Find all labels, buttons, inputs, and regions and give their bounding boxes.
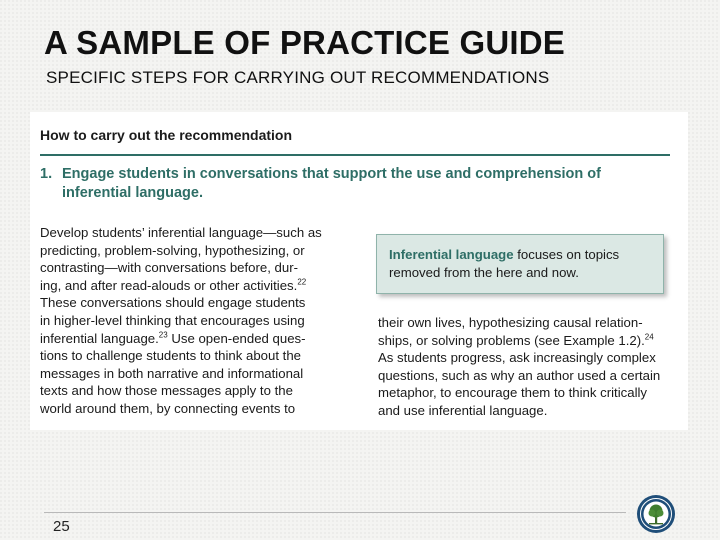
section-heading: How to carry out the recommendation [40,127,293,143]
slide-subtitle: SPECIFIC STEPS FOR CARRYING OUT RECOMMENDATIONS [46,68,550,87]
definition-callout: Inferential language focuses on topics removed from the here and now. [376,234,664,294]
guide-excerpt [30,112,688,430]
right-column-text: their own lives, hypothesizing causal relation- ships, or solving problems (see Example 1.2).$^{24}$ As students progress, ask increasingly complex questions, such as why an author used a certain metaphor, to encourage them to think critically and use inferential language. [378,315,661,418]
heading-divider [40,154,670,156]
left-column-text: Develop students’ inferential language—such as predicting, problem-solving, hypothesizing, or contrasting—with conversations before, dur- ing, and after read-alouds or other activities.$^{22}$ These conversations should engage students in higher-level thinking that encourages using inferential language.$^{23}$ Use open-ended ques- tions to challenge students to think about the messages in both narrative and informational texts and how those messages apply to the world around them, by connecting events to [40,225,322,416]
slide-title: A SAMPLE OF PRACTICE GUIDE [44,24,566,61]
callout-definition: focuses on topics [517,247,620,262]
footnote-ref: 22 [297,277,307,287]
footnote-ref: 23 [158,330,168,340]
department-seal-icon [636,494,676,534]
footnote-ref: 24 [644,332,654,342]
step-number: 1. [40,166,53,182]
callout-term: Inferential language [389,247,514,262]
page-number: 25 [53,518,70,535]
footer-divider [44,512,626,513]
step-text: Engage students in conversations that support the use and comprehension of inferential language. [62,166,601,201]
